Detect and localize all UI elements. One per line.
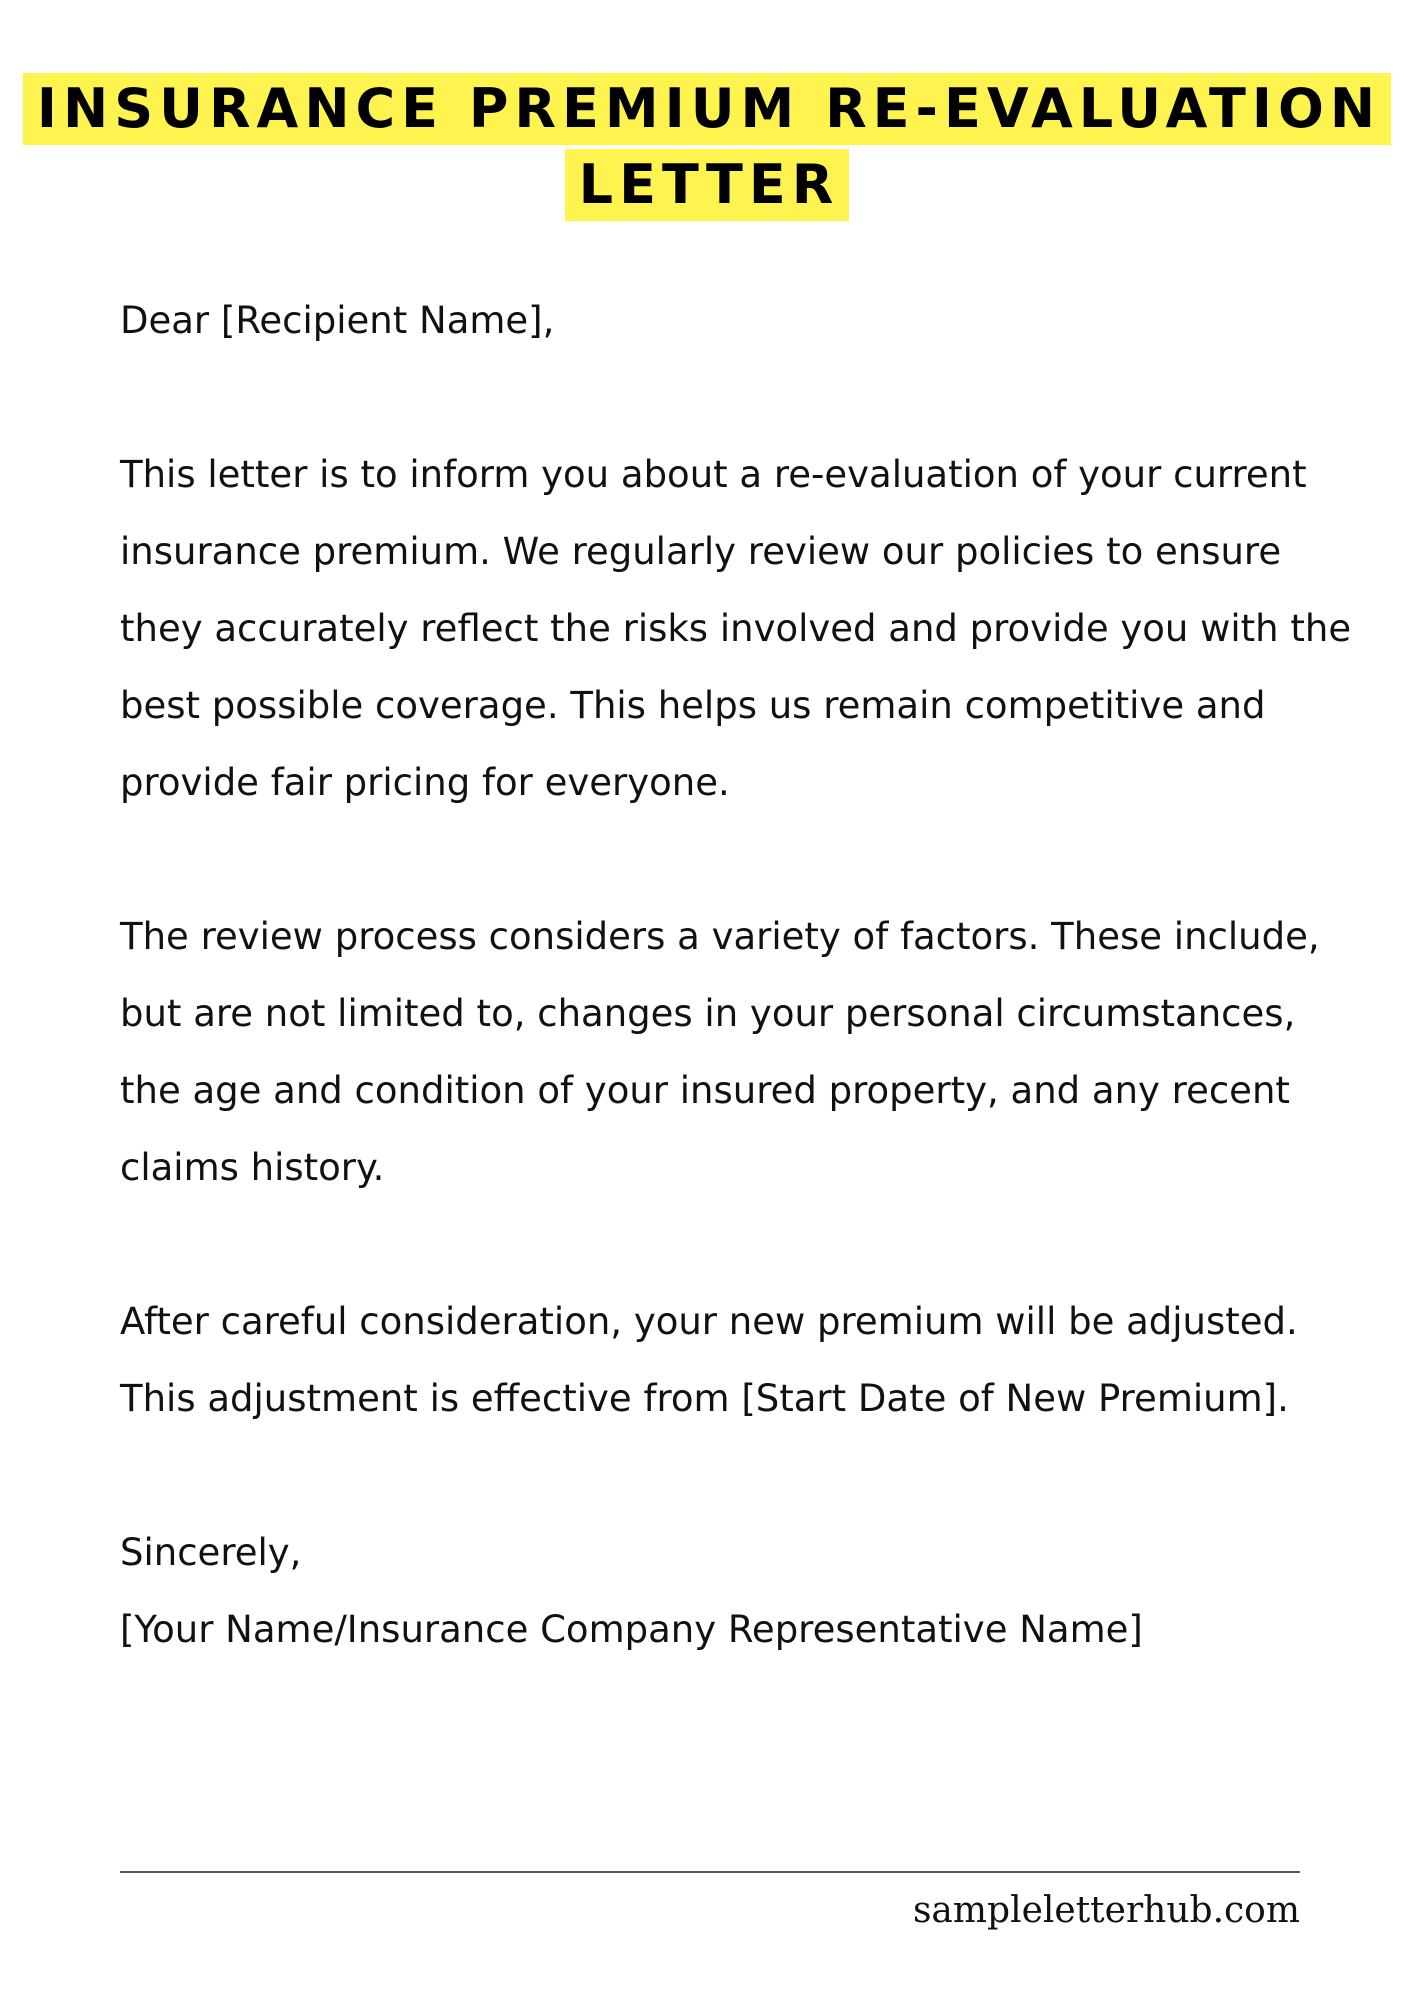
title-line-2: LETTER: [565, 149, 850, 221]
website-credit: sampleletterhub.com: [912, 1890, 1300, 1931]
spacer: [120, 1437, 1360, 1514]
document-title: [0, 73, 1414, 221]
paragraph-3: After careful consideration, your new premium will be adjusted. This adjustment is effective from [Start Date of New Premium].: [120, 1300, 1298, 1420]
spacer: [120, 821, 1360, 898]
closing: Sincerely,: [120, 1531, 302, 1574]
title-line-1: INSURANCE PREMIUM RE-EVALUATION: [23, 73, 1391, 145]
spacer: [120, 359, 1360, 436]
signature: [Your Name/Insurance Company Representative Name]: [120, 1608, 1143, 1651]
salutation: Dear [Recipient Name],: [120, 299, 555, 342]
spacer: [120, 1206, 1360, 1283]
letter-body: [120, 282, 1360, 1668]
paragraph-2: The review process considers a variety of factors. These include, but are not limited to, changes in your personal circumstances, the age and condition of your insured property, and any recent claims history.: [120, 915, 1320, 1189]
paragraph-1: This letter is to inform you about a re-evaluation of your current insurance premium. We regularly review our policies to ensure they accurately reflect the risks involved and provide you with the best possible coverage. This helps us remain competitive and provide fair pricing for everyone.: [120, 453, 1352, 804]
footer-divider: [120, 1871, 1300, 1873]
